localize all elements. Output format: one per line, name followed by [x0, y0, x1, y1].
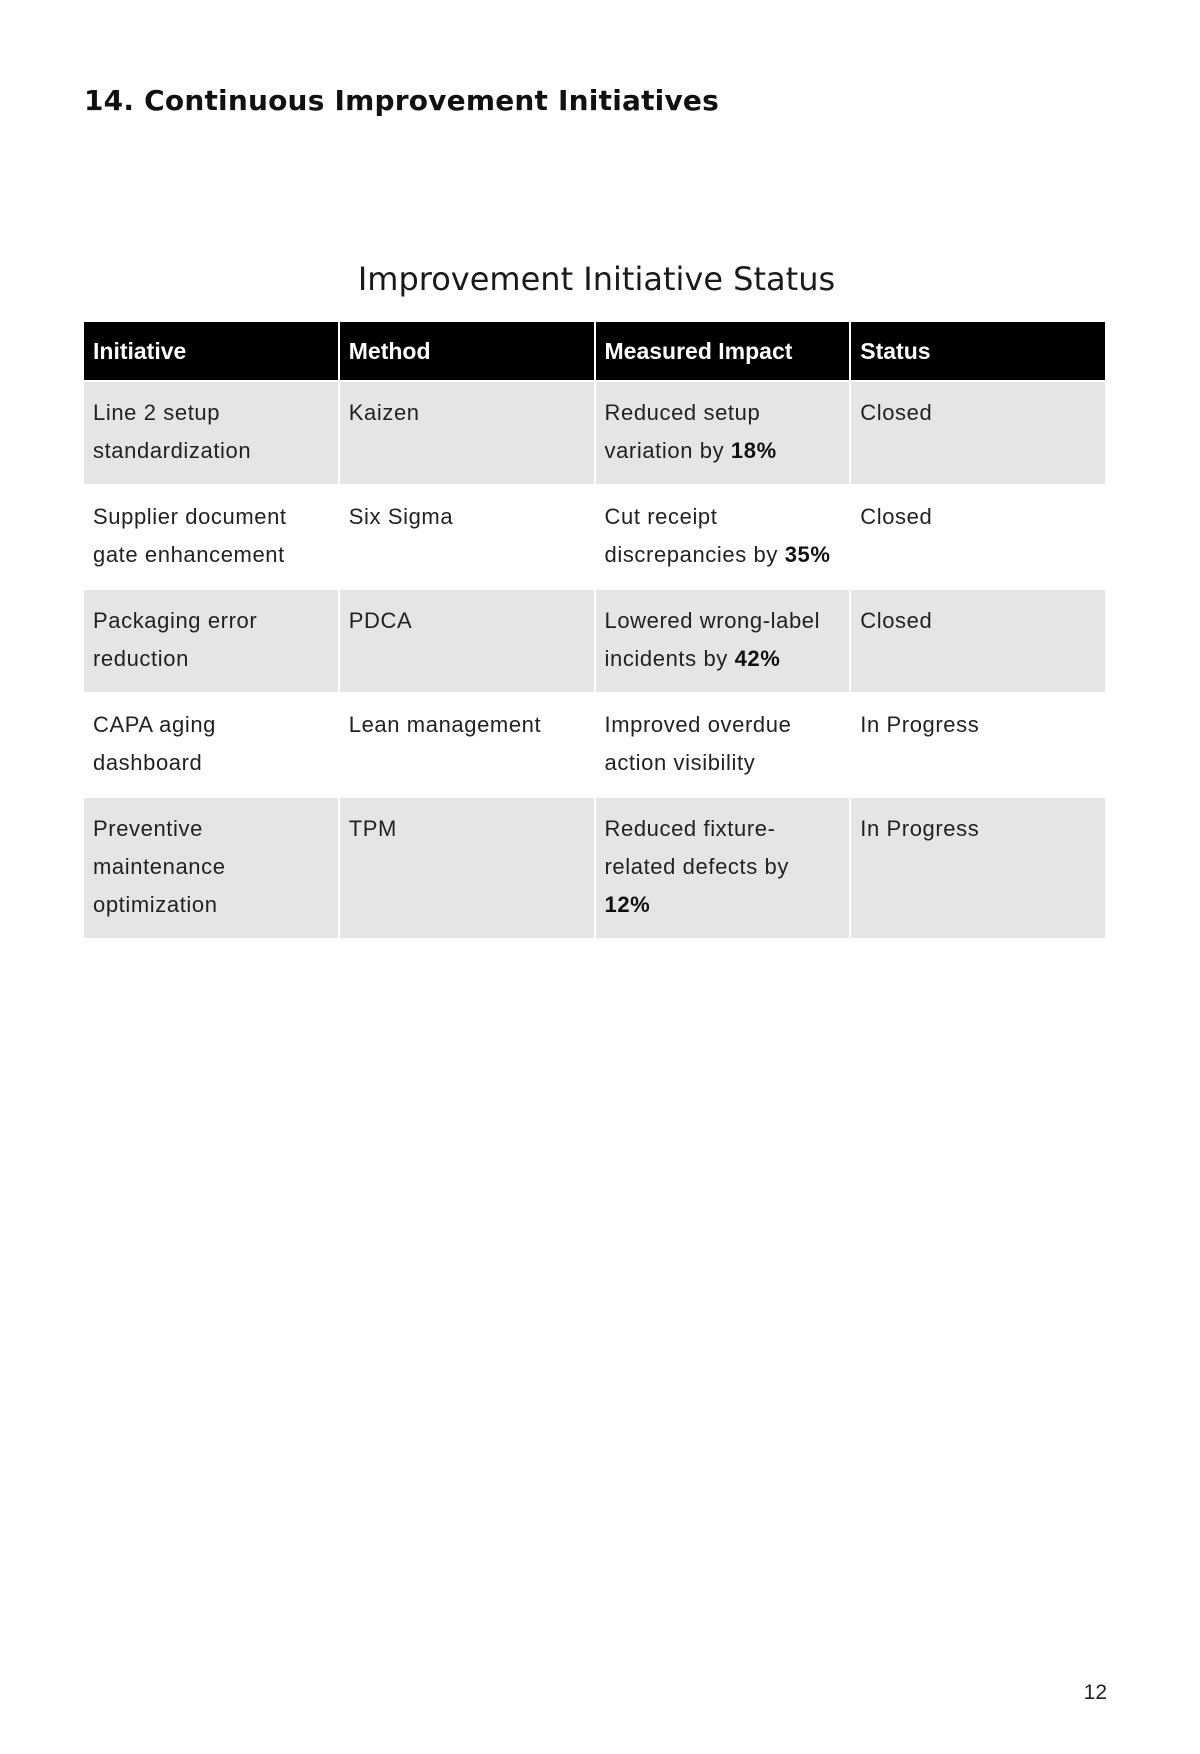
- method-cell: PDCA: [340, 590, 594, 692]
- impact-text: Improved overdue action visibility: [604, 712, 792, 775]
- impact-cell: [596, 590, 850, 692]
- impact-value: 35%: [784, 542, 831, 567]
- table-row: [84, 382, 1105, 484]
- section-heading: 14. Continuous Improvement Initiatives: [84, 84, 719, 117]
- table-row: [84, 486, 1105, 588]
- table-header-row: [84, 322, 1105, 380]
- impact-value: 42%: [734, 646, 781, 671]
- initiative-cell: Line 2 setup standardization: [84, 382, 338, 484]
- table-row: [84, 590, 1105, 692]
- status-cell: In Progress: [851, 694, 1105, 796]
- status-cell: In Progress: [851, 798, 1105, 938]
- impact-cell: [596, 382, 850, 484]
- initiative-cell: Preventive maintenance optimization: [84, 798, 338, 938]
- page-number: 12: [1083, 1681, 1107, 1704]
- impact-cell: [596, 798, 850, 938]
- initiative-cell: CAPA aging dashboard: [84, 694, 338, 796]
- impact-value: 18%: [730, 438, 777, 463]
- method-cell: Kaizen: [340, 382, 594, 484]
- impact-value: 12%: [604, 892, 651, 917]
- method-cell: Lean management: [340, 694, 594, 796]
- impact-text: Lowered wrong-label incidents by: [604, 608, 821, 671]
- method-cell: TPM: [340, 798, 594, 938]
- status-cell: Closed: [851, 486, 1105, 588]
- method-cell: Six Sigma: [340, 486, 594, 588]
- impact-text: Reduced fixture-related defects by: [604, 816, 789, 879]
- table-row: [84, 694, 1105, 796]
- initiative-cell: Supplier document gate enhancement: [84, 486, 338, 588]
- status-cell: Closed: [851, 382, 1105, 484]
- impact-cell: [596, 486, 850, 588]
- status-cell: Closed: [851, 590, 1105, 692]
- impact-text: Reduced setup variation by: [604, 400, 761, 463]
- header-method: Method: [340, 322, 594, 380]
- table-row: [84, 798, 1105, 938]
- initiative-cell: Packaging error reduction: [84, 590, 338, 692]
- table-caption: Improvement Initiative Status: [357, 260, 836, 298]
- impact-text: Cut receipt discrepancies by: [604, 504, 785, 567]
- header-initiative: Initiative: [84, 322, 338, 380]
- initiative-status-table: [82, 320, 1107, 940]
- header-status: Status: [851, 322, 1105, 380]
- header-measured-impact: Measured Impact: [596, 322, 850, 380]
- impact-cell: [596, 694, 850, 796]
